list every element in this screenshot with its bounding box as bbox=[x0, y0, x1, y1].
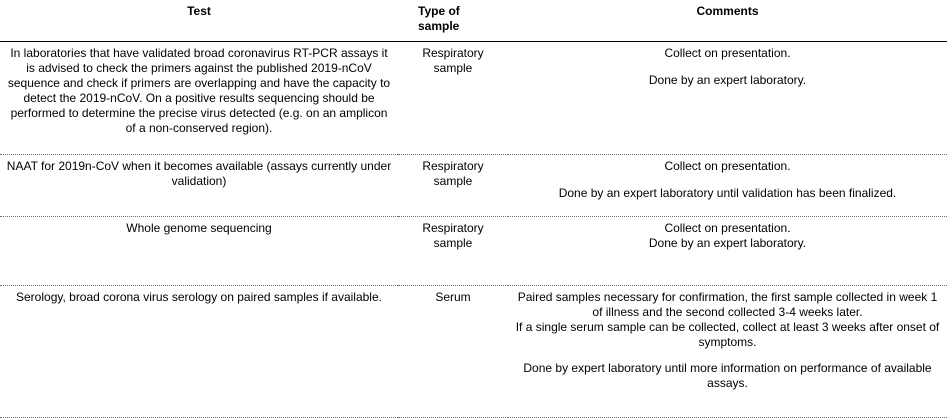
table-row bbox=[0, 216, 947, 285]
comment-text: Collect on presentation. bbox=[664, 220, 791, 235]
test-cell: Serology, broad corona virus serology on paired samples if available. bbox=[0, 285, 398, 417]
comment-text: Done by expert laboratory until more information on performance of available assays. bbox=[523, 360, 932, 390]
comment-text: Collect on presentation. bbox=[664, 45, 791, 60]
comments-cell bbox=[508, 285, 947, 417]
test-cell: In laboratories that have validated broad coronavirus RT-PCR assays it is advised to check the primers against the published 2019-nCoV sequence and check if primers are overlapping and have the capacity to detect the 2019-nCoV. On a positive results sequencing should be performed to determine the precise virus detected (e.g. on an amplicon of a non-conserved region). bbox=[0, 41, 398, 154]
comment-text: Paired samples necessary for confirmation, the first sample collected in week 1 of illness and the second collected 3-4 weeks later. bbox=[517, 289, 938, 319]
header-test: Test bbox=[0, 0, 398, 41]
comment-text: Done by an expert laboratory. bbox=[648, 72, 807, 87]
comments-cell bbox=[508, 216, 947, 285]
test-cell: Whole genome sequencing bbox=[0, 216, 398, 285]
sample-cell: Respiratory sample bbox=[398, 216, 508, 285]
sample-cell: Serum bbox=[398, 285, 508, 417]
sample-cell: Respiratory sample bbox=[398, 154, 508, 216]
header-comments: Comments bbox=[508, 0, 947, 41]
comment-text: Collect on presentation. bbox=[664, 158, 791, 173]
comments-cell bbox=[508, 154, 947, 216]
table-row bbox=[0, 154, 947, 216]
header-type-of-sample: Type of sample bbox=[398, 0, 508, 41]
table-row bbox=[0, 285, 947, 417]
table-row bbox=[0, 41, 947, 154]
comment-text: Done by an expert laboratory until validation has been finalized. bbox=[558, 185, 897, 200]
comment-text: Done by an expert laboratory. bbox=[648, 235, 807, 250]
test-cell: NAAT for 2019n-CoV when it becomes available (assays currently under validation) bbox=[0, 154, 398, 216]
sample-cell: Respiratory sample bbox=[398, 41, 508, 154]
comments-cell bbox=[508, 41, 947, 154]
table-header-row bbox=[0, 0, 947, 41]
comment-text: If a single serum sample can be collected, collect at least 3 weeks after onset of symptoms. bbox=[515, 319, 940, 349]
